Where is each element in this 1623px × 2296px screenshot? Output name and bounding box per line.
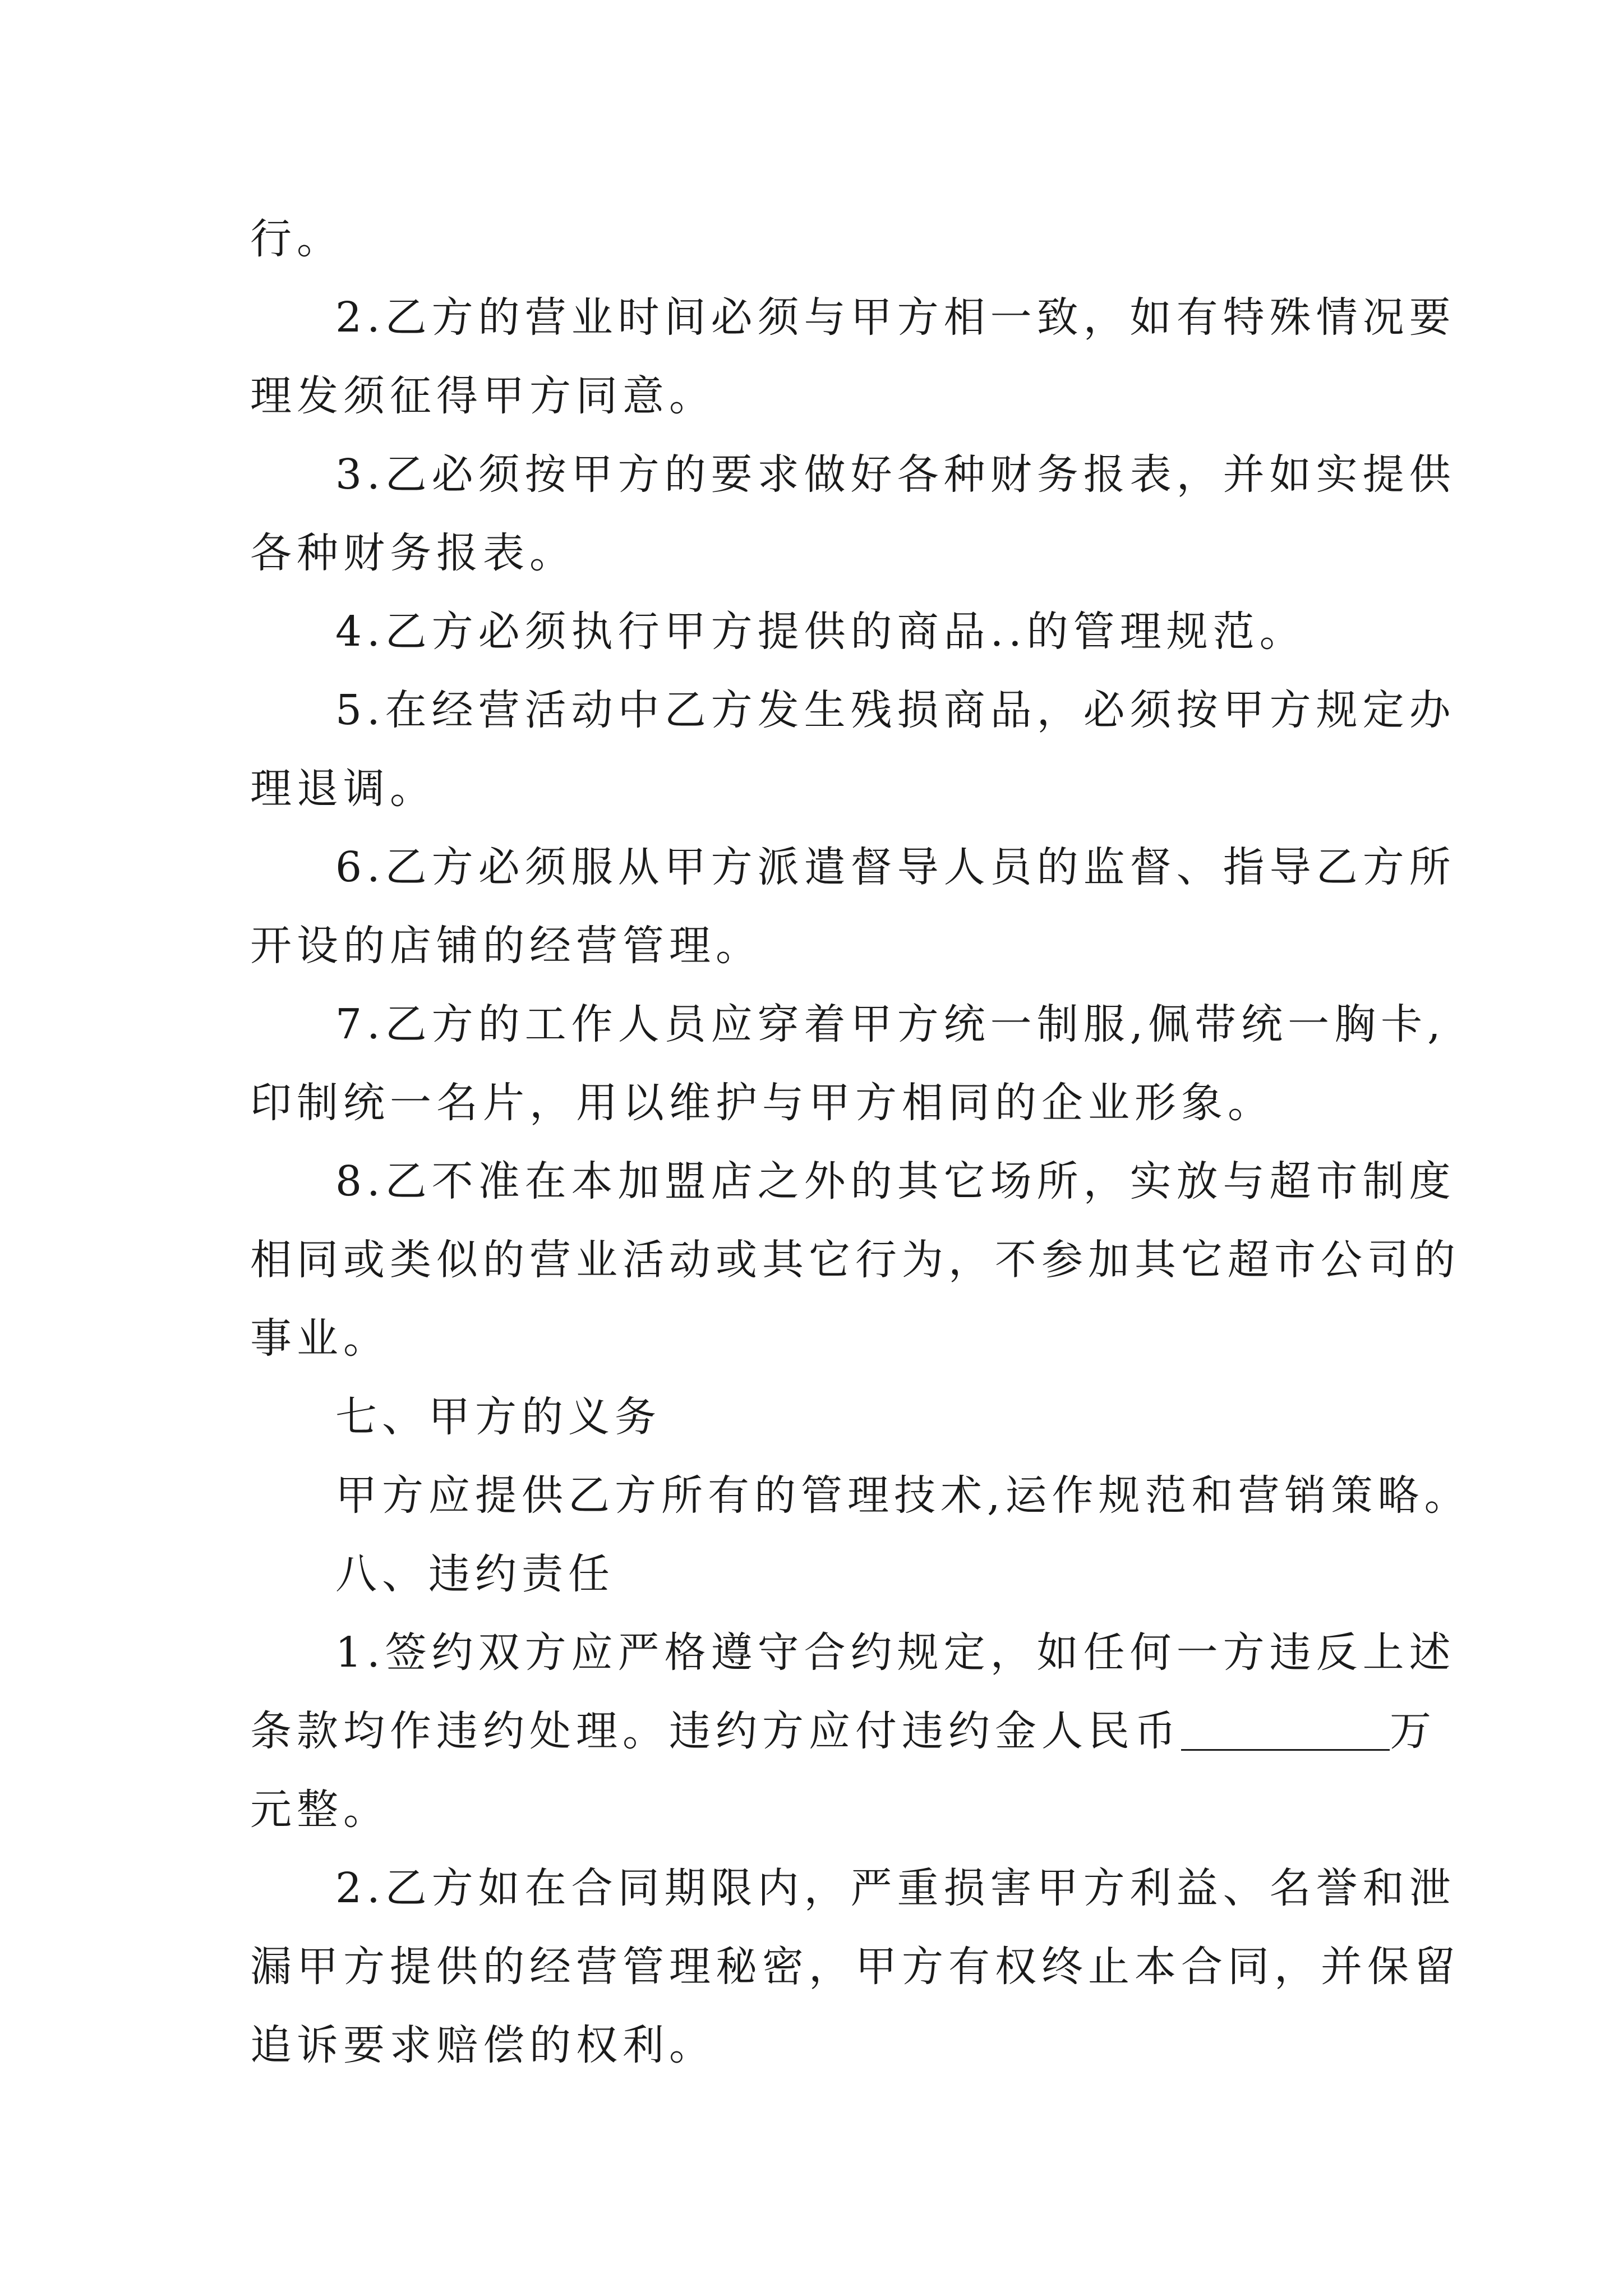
clause-6-line: 6.乙方必须服从甲方派遣督导人员的监督、指导乙方所: [335, 843, 1456, 891]
clause-2-line: 2.乙方的营业时间必须与甲方相一致，如有特殊情况要: [335, 293, 1456, 342]
text-line: 漏甲方提供的经营管理秘密，甲方有权终止本合同，并保留: [250, 1943, 1460, 1991]
text-line: 各种财务报表。: [250, 529, 576, 577]
clause-5-line: 5.在经营活动中乙方发生残损商品，必须按甲方规定办: [335, 686, 1456, 734]
clause-4-line: 4.乙方必须执行甲方提供的商品..的管理规范。: [335, 608, 1306, 656]
text-line: 理发须征得甲方同意。: [250, 372, 716, 420]
breach-clause-1-line: 1.签约双方应严格遵守合约规定，如任何一方违反上述: [335, 1628, 1456, 1677]
clause-8-line: 8.乙不准在本加盟店之外的其它场所，实放与超市制度: [335, 1157, 1456, 1205]
section-7-body: 甲方应提供乙方所有的管理技术,运作规范和营销策略。: [335, 1471, 1471, 1520]
penalty-amount-blank: [1181, 1713, 1390, 1751]
text-line: 行。: [250, 215, 343, 263]
text-line: 事业。: [250, 1314, 390, 1363]
text-line: 元整。: [250, 1786, 390, 1834]
clause-3-line: 3.乙必须按甲方的要求做好各种财务报表，并如实提供: [335, 450, 1456, 499]
contract-text: [250, 200, 1471, 2085]
text-line: 理退调。: [250, 765, 436, 813]
text-line: 追诉要求赔偿的权利。: [250, 2021, 716, 2069]
penalty-text-after: 万: [1390, 1707, 1436, 1755]
clause-7-line: 7.乙方的工作人员应穿着甲方统一制服,佩带统一胸卡,: [335, 1000, 1446, 1048]
penalty-text-before: 条款均作违约处理。违约方应付违约金人民币: [250, 1707, 1181, 1755]
text-line: 相同或类似的营业活动或其它行为，不参加其它超市公司的: [250, 1236, 1460, 1284]
section-8-heading: 八、违约责任: [335, 1550, 615, 1598]
text-line: 印制统一名片，用以维护与甲方相同的企业形象。: [250, 1079, 1274, 1127]
text-line: 开设的店铺的经营管理。: [250, 922, 762, 970]
penalty-line: [250, 1692, 1436, 1770]
section-7-heading: 七、甲方的义务: [335, 1393, 661, 1441]
breach-clause-2-line: 2.乙方如在合同期限内，严重损害甲方利益、名誉和泄: [335, 1864, 1456, 1912]
